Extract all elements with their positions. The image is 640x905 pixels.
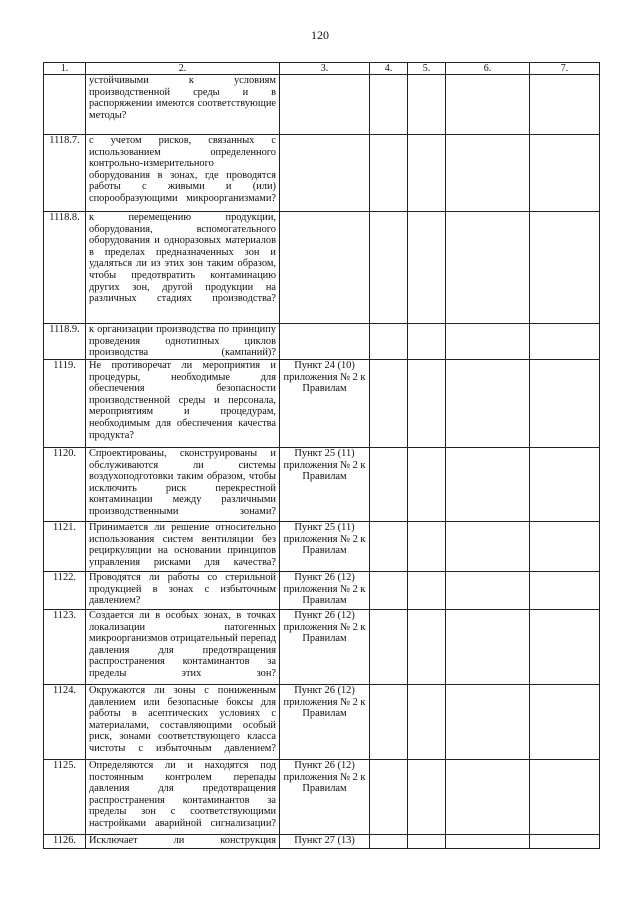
row-number: 1121. bbox=[44, 522, 86, 572]
table-row bbox=[44, 75, 600, 135]
question-text: устойчивыми к условиям производственной среды и в распоряжении имеются соответствующие методы? bbox=[86, 75, 280, 135]
row-number: 1126. bbox=[44, 835, 86, 849]
table-row bbox=[44, 324, 600, 360]
question-text: Принимается ли решение относительно использования систем вентиляции без рециркуляции на основании принципов управления рисками для качества? bbox=[86, 522, 280, 572]
question-text: Проводятся ли работы со стерильной продукцией в зонах с избыточным давлением? bbox=[86, 572, 280, 610]
header-cell: 2. bbox=[86, 63, 280, 75]
table-row bbox=[44, 835, 600, 849]
reference-text: Пункт 26 (12) приложения № 2 к Правилам bbox=[280, 572, 370, 610]
reference-text bbox=[280, 212, 370, 324]
row-number: 1125. bbox=[44, 760, 86, 835]
row-number: 1120. bbox=[44, 448, 86, 522]
reference-text: Пункт 26 (12) приложения № 2 к Правилам bbox=[280, 685, 370, 760]
table-row bbox=[44, 360, 600, 448]
question-text: к организации производства по принципу проведения однотипных циклов производства (кампаний)? bbox=[86, 324, 280, 360]
reference-text: Пункт 25 (11) приложения № 2 к Правилам bbox=[280, 522, 370, 572]
row-number: 1118.9. bbox=[44, 324, 86, 360]
row-number: 1118.8. bbox=[44, 212, 86, 324]
reference-text: Пункт 25 (11) приложения № 2 к Правилам bbox=[280, 448, 370, 522]
question-text: Окружаются ли зоны с пониженным давлением или безопасные боксы для работы в асептических условиях с материалами, составляющими особый риск, зонами соответствующего класса чистоты с избыточным давлением? bbox=[86, 685, 280, 760]
reference-text: Пункт 27 (13) bbox=[280, 835, 370, 849]
reference-text bbox=[280, 75, 370, 135]
question-text: Исключает ли конструкция bbox=[86, 835, 280, 849]
row-number: 1124. bbox=[44, 685, 86, 760]
reference-text bbox=[280, 135, 370, 212]
page-number: 120 bbox=[311, 28, 329, 42]
table-row bbox=[44, 522, 600, 572]
question-text: Спроектированы, сконструированы и обслуживаются ли системы воздухоподготовки таким образом, чтобы исключить риск перекрестной контаминации между различными производственными зонами? bbox=[86, 448, 280, 522]
row-number bbox=[44, 75, 86, 135]
question-text: Создается ли в особых зонах, в точках локализации патогенных микроорганизмов отрицательный перепад давления для предотвращения распространения контаминантов за пределы этих зон? bbox=[86, 610, 280, 685]
table-row bbox=[44, 610, 600, 685]
reference-text bbox=[280, 324, 370, 360]
header-cell: 3. bbox=[280, 63, 370, 75]
row-number: 1122. bbox=[44, 572, 86, 610]
table-row bbox=[44, 760, 600, 835]
table-row bbox=[44, 212, 600, 324]
header-cell: 5. bbox=[408, 63, 446, 75]
header-row bbox=[44, 63, 600, 75]
header-cell: 1. bbox=[44, 63, 86, 75]
row-number: 1118.7. bbox=[44, 135, 86, 212]
table-row bbox=[44, 685, 600, 760]
row-number: 1123. bbox=[44, 610, 86, 685]
reference-text: Пункт 26 (12) приложения № 2 к Правилам bbox=[280, 610, 370, 685]
reference-text: Пункт 24 (10) приложения № 2 к Правилам bbox=[280, 360, 370, 448]
table-row bbox=[44, 572, 600, 610]
table-row bbox=[44, 135, 600, 212]
header-cell: 4. bbox=[370, 63, 408, 75]
reference-text: Пункт 26 (12) приложения № 2 к Правилам bbox=[280, 760, 370, 835]
row-number: 1119. bbox=[44, 360, 86, 448]
question-text: с учетом рисков, связанных с использованием определенного контрольно-измерительного оборудования в зонах, где проводятся работы с живыми и (или) спорообразующими микроорганизмами? bbox=[86, 135, 280, 212]
header-cell: 7. bbox=[530, 63, 600, 75]
header-cell: 6. bbox=[446, 63, 530, 75]
checklist-table bbox=[43, 62, 600, 849]
table-row bbox=[44, 448, 600, 522]
question-text: к перемещению продукции, оборудования, вспомогательного оборудования и одноразовых материалов в пределах предназначенных зон и удаляться ли из этих зон таким образом, чтобы предотвратить контаминацию других зон, другой продукции на различных стадиях производства? bbox=[86, 212, 280, 324]
question-text: Определяются ли и находятся под постоянным контролем перепады давления для предотвращения распространения контаминантов за пределы зон с соответствующими настройками аварийной сигнализации? bbox=[86, 760, 280, 835]
question-text: Не противоречат ли мероприятия и процедуры, необходимые для обеспечения безопасности производственной среды и персонала, мероприятиям и процедурам, необходимым для обеспечения качества продукта? bbox=[86, 360, 280, 448]
